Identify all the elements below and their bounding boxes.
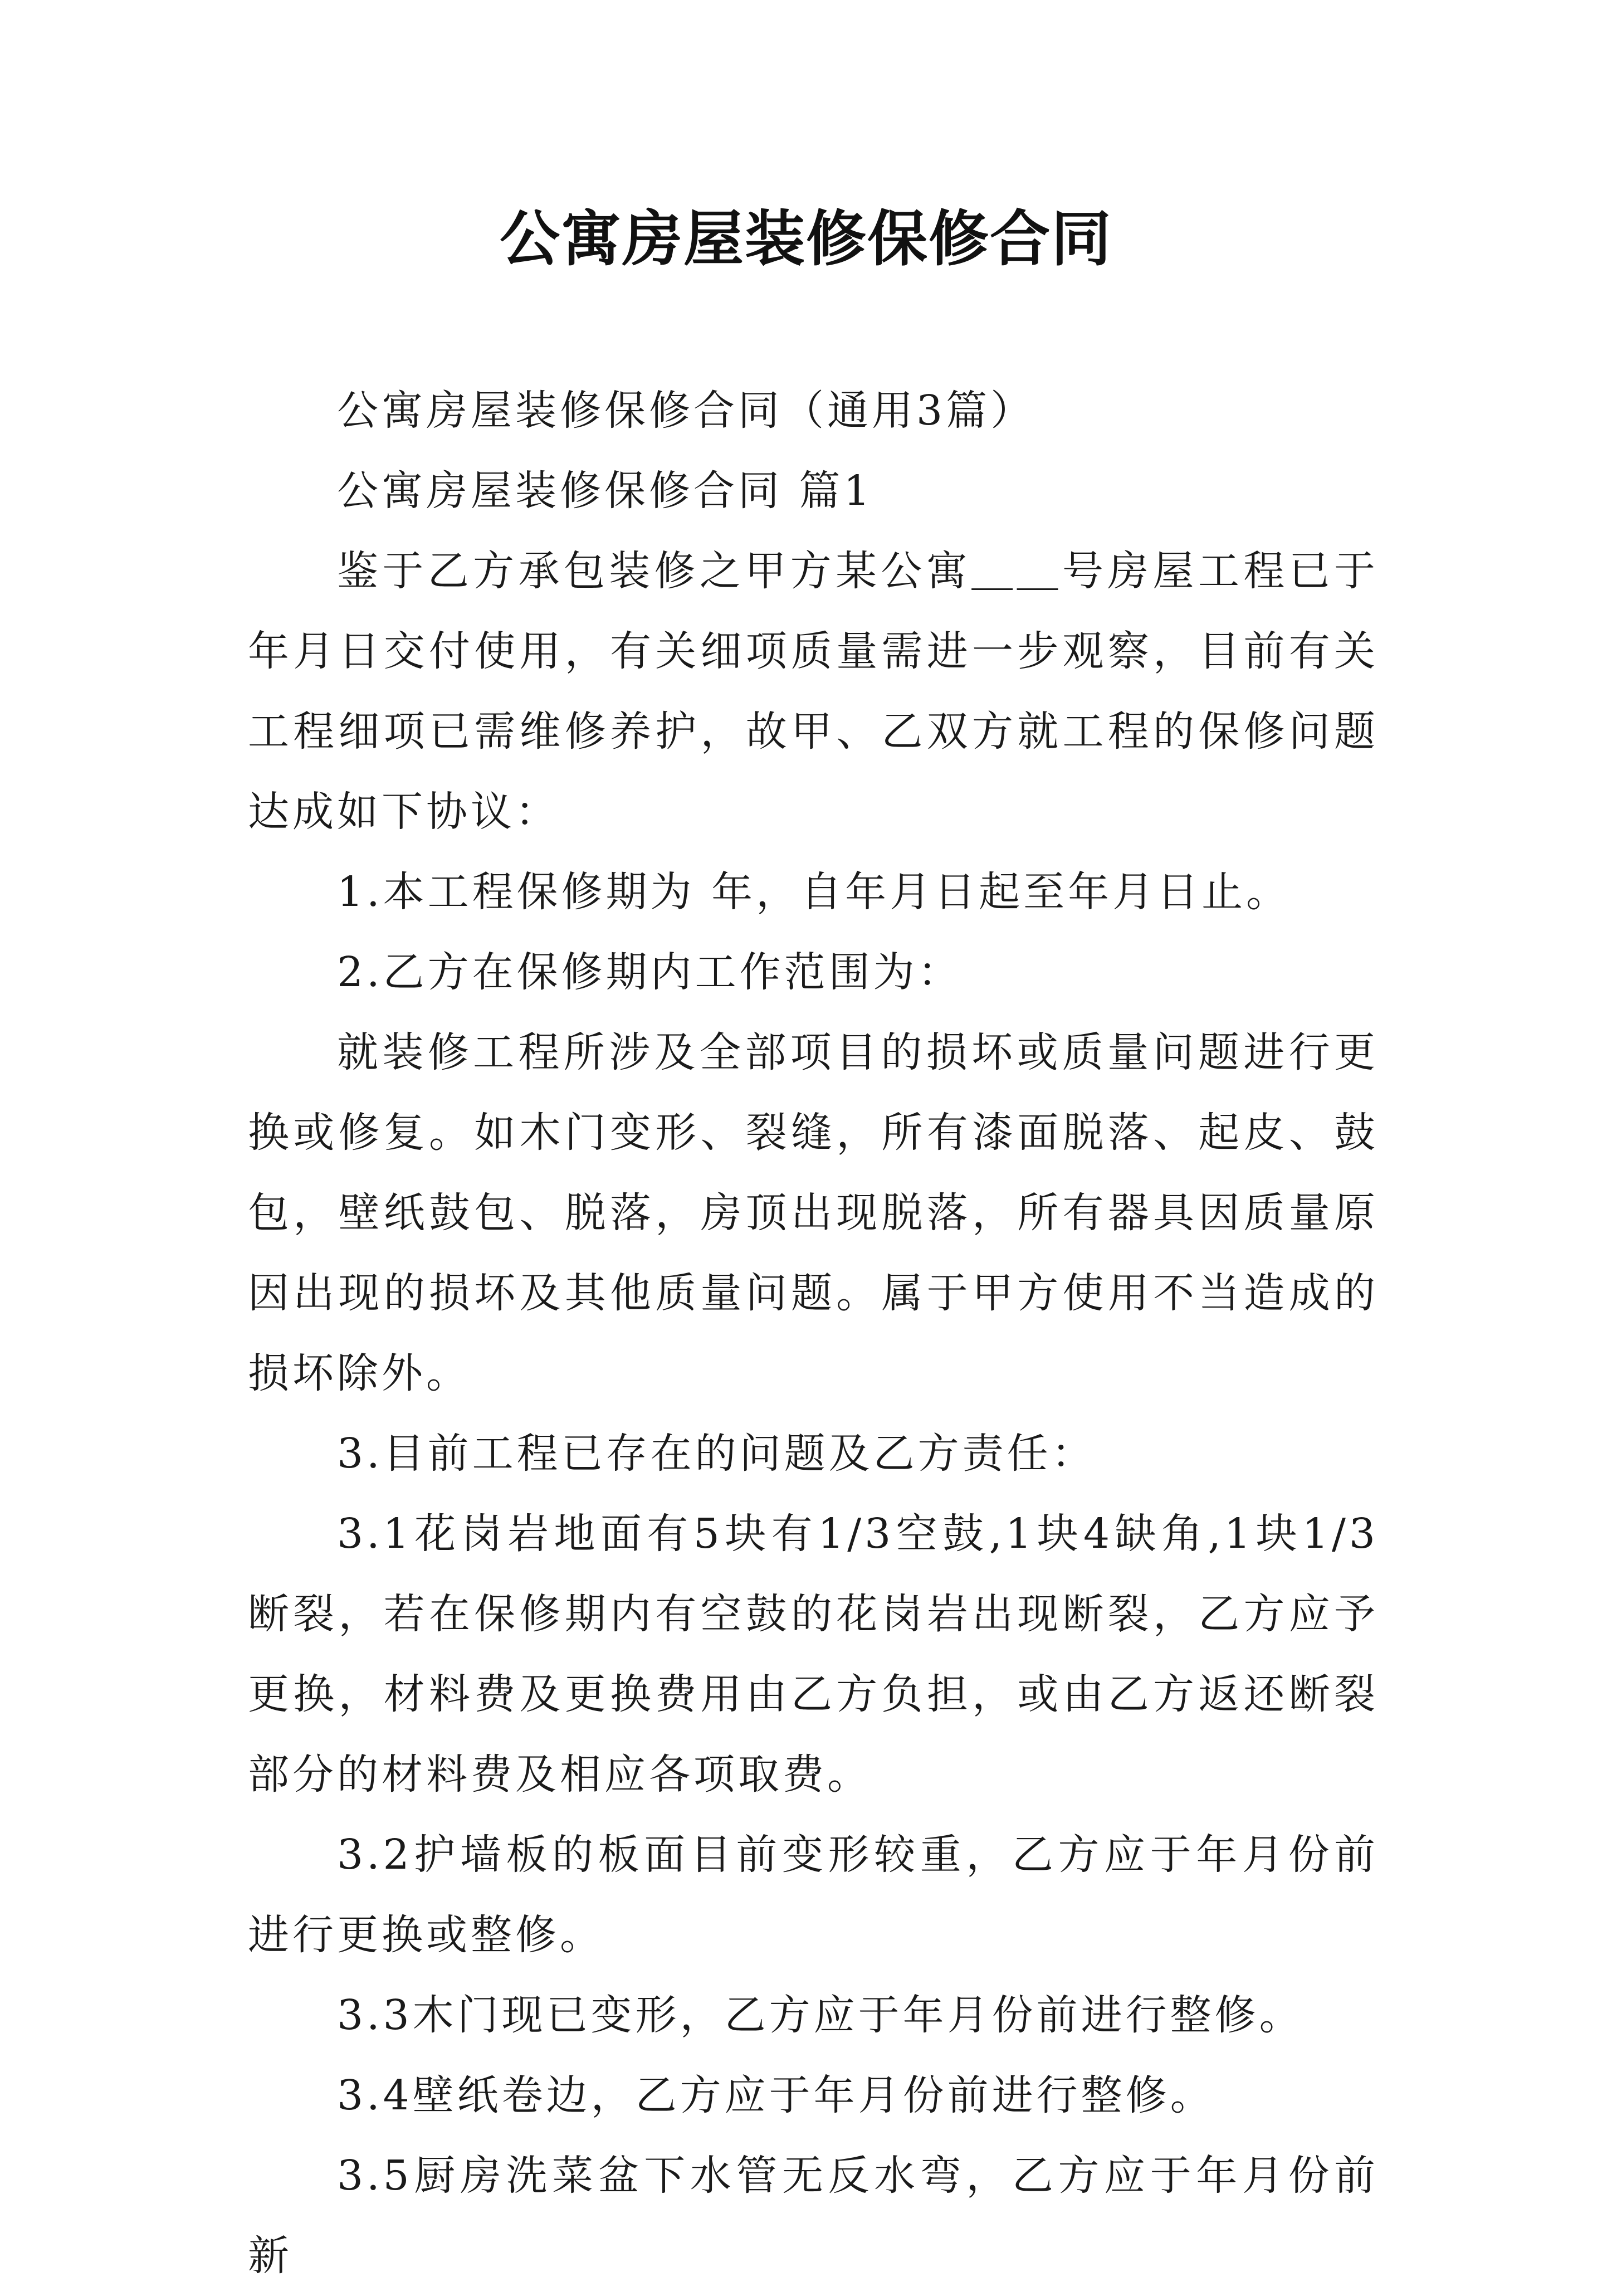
document-title: 公寓房屋装修保修合同: [499, 204, 1112, 274]
paragraph-clause-3-1: 3.1花岗岩地面有5块有1/3空鼓,1块4缺角,1块1/3断裂，若在保修期内有空鼓的花岗岩出现断裂，乙方应予更换，材料费及更换费用由乙方负担，或由乙方返还断裂部分的材料费及相应各项取费。: [248, 1510, 1379, 1798]
paragraph-clause-2: 2.乙方在保修期内工作范围为：: [337, 948, 963, 996]
paragraph-clause-1: 1.本工程保修期为 年，自年月日起至年月日止。: [337, 868, 1291, 916]
paragraph-subtitle: 公寓房屋装修保修合同（通用3篇）: [337, 387, 1035, 435]
document-body: [248, 371, 1379, 2296]
paragraph-clause-3-4: 3.4壁纸卷边，乙方应于年月份前进行整修。: [337, 2071, 1215, 2119]
paragraph-clause-3: 3.目前工程已存在的问题及乙方责任：: [337, 1430, 1096, 1478]
paragraph-preamble: 鉴于乙方承包装修之甲方某公寓＿＿号房屋工程已于年月日交付使用，有关细项质量需进一步观察，目前有关工程细项已需维修养护，故甲、乙双方就工程的保修问题达成如下协议：: [248, 547, 1379, 836]
paragraph-clause-2-detail: 就装修工程所涉及全部项目的损坏或质量问题进行更换或修复。如木门变形、裂缝，所有漆面脱落、起皮、鼓包，壁纸鼓包、脱落，房顶出现脱落，所有器具因质量原因出现的损坏及其他质量问题。属于甲方使用不当造成的损坏除外。: [248, 1028, 1379, 1397]
paragraph-section-heading: 公寓房屋装修保修合同 篇1: [337, 467, 873, 515]
paragraph-clause-3-5: 3.5厨房洗菜盆下水管无反水弯，乙方应于年月份前新: [248, 2152, 1379, 2280]
paragraph-clause-3-2: 3.2护墙板的板面目前变形较重，乙方应于年月份前进行更换或整修。: [248, 1831, 1379, 1959]
paragraph-clause-3-3: 3.3木门现已变形，乙方应于年月份前进行整修。: [337, 1991, 1304, 2039]
